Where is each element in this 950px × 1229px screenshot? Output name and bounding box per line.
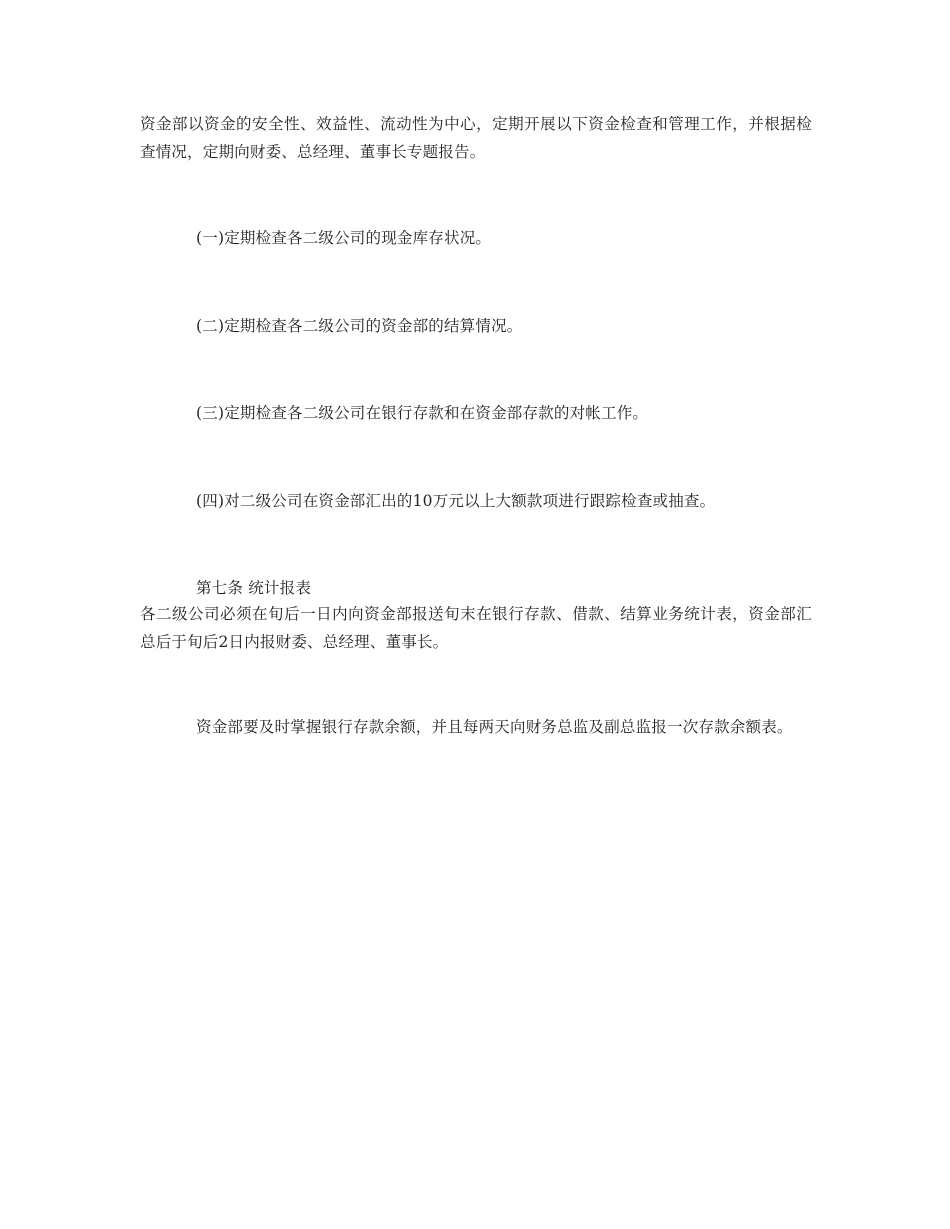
intro-paragraph: 资金部以资金的安全性、效益性、流动性为中心，定期开展以下资金检查和管理工作，并根据检查情况，定期向财委、总经理、董事长专题报告。	[140, 115, 812, 161]
list-item-2: (二)定期检查各二级公司的资金部的结算情况。	[196, 317, 523, 335]
article-heading: 第七条 统计报表	[196, 579, 312, 597]
final-paragraph: 资金部要及时掌握银行存款余额，并且每两天向财务总监及副总监报一次存款余额表。	[196, 718, 793, 736]
list-item-4: (四)对二级公司在资金部汇出的10万元以上大额款项进行跟踪检查或抽查。	[196, 492, 716, 510]
article-body-paragraph: 各二级公司必须在旬后一日内向资金部报送旬末在银行存款、借款、结算业务统计表，资金部汇总后于旬后2日内报财委、总经理、董事长。	[140, 605, 812, 651]
list-item-3: (三)定期检查各二级公司在银行存款和在资金部存款的对帐工作。	[196, 404, 649, 422]
list-item-1: (一)定期检查各二级公司的现金库存状况。	[196, 229, 492, 247]
